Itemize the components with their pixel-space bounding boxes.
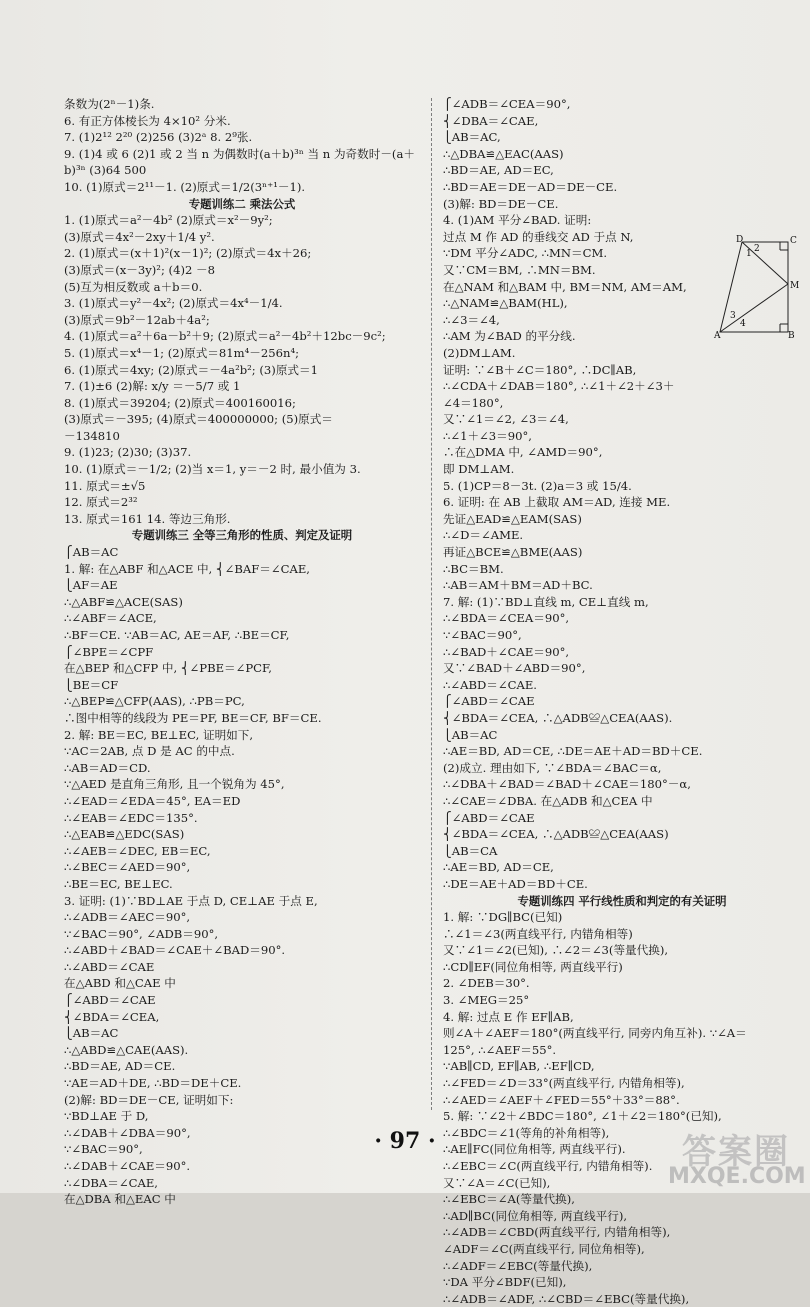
answer-line: 在△ABD 和△CAE 中 [64,976,176,991]
answer-line: 则∠A＋∠AEF＝180°(两直线平行, 同旁内角互补). ∵∠A＝ [443,1026,747,1041]
answer-line: ∴∠DAB＋∠DBA＝90°, [64,1125,191,1140]
answer-line: ⎧∠ABD＝∠CAE [443,694,535,709]
answer-line: ∵AB∥CD, EF∥AB, ∴EF∥CD, [443,1059,595,1074]
answer-line: 6. 证明: 在 AB 上截取 AM＝AD, 连接 ME. [443,495,671,510]
answer-line: (5)互为相反数或 a＋b＝0. [64,279,203,294]
answer-line: ∴∠ABD＋∠BAD＝∠CAE＋∠BAD＝90°. [64,943,286,958]
answer-line: ∴∠ABF＝∠ACE, [64,611,157,626]
answer-line: ⎧∠BPE＝∠CPF [64,644,154,659]
answer-column-left [64,96,420,1208]
answer-line: 4. 解: 过点 E 作 EF∥AB, [443,1009,574,1024]
answer-line: ∠4＝180°, [443,395,504,410]
answer-line: 7. 解: (1)∵BD⊥直线 m, CE⊥直线 m, [443,594,649,609]
answer-line: ∴△ABD≌△CAE(AAS). [64,1042,189,1057]
answer-line: 过点 M 作 AD 的垂线交 AD 于点 N, [443,229,634,244]
answer-line: ⎨∠DBA＝∠CAE, [443,113,539,128]
answer-line: 2. 解: BE＝EC, BE⊥EC, 证明如下, [64,727,254,742]
answer-line: ⎧∠ADB＝∠CEA＝90°, [443,97,571,111]
answer-line: ⎩AF＝AE [64,578,118,593]
answer-line: ∴DE＝AE＋AD＝BD＋CE. [443,876,588,891]
answer-line: 9. (1)23; (2)30; (3)37. [64,445,192,460]
answer-line: ∴∠BAD＋∠CAE＝90°, [443,644,570,659]
column-divider [431,98,432,1110]
fig-label: 3 [730,311,736,321]
answer-line: (3)解: BD＝DE－CE. [443,196,559,211]
answer-line: ∵∠BAC＝90°, [64,1142,143,1157]
answer-line: 13. 原式＝161 14. 等边三角形. [64,511,231,526]
answer-line: ∴AB＝AD＝CD. [64,760,151,775]
answer-line: 再证△BCE≌△BME(AAS) [443,545,583,560]
answer-line: 即 DM⊥AM. [443,462,515,477]
answer-line: 2. ∠DEB＝30°. [443,976,530,991]
answer-line: 1. 解: 在△ABF 和△ACE 中, ⎨∠BAF＝∠CAE, [64,561,310,576]
answer-line: 9. (1)4 或 6 (2)1 或 2 当 n 为偶数时(a＋b)³ⁿ 当 n 为奇数时－(a＋ [64,146,415,161]
answer-line: ∵AC＝2AB, 点 D 是 AC 的中点. [64,744,235,759]
answer-line: 7. (1)±6 (2)解: x/y ＝－5/7 或 1 [64,379,241,394]
answer-line: ∴AE＝BD, AD＝CE, [443,860,554,875]
answer-line: 3. ∠MEG＝25° [443,993,530,1008]
answer-line: ∵AE＝AD＋DE, ∴BD＝DE＋CE. [64,1076,242,1091]
answer-line: 11. 原式＝±√5 [64,478,146,493]
answer-line: 在△DBA 和△EAC 中 [64,1192,176,1207]
answer-line: ∴图中相等的线段为 PE＝PF, BE＝CF, BF＝CE. [64,710,322,725]
answer-line: ∴AM 为∠BAD 的平分线. [443,329,576,344]
answer-line: 又∵∠A＝∠C(已知), [443,1175,551,1190]
page-number: · 97 · [374,1128,436,1154]
answer-line: 在△BEP 和△CFP 中, ⎨∠PBE＝∠PCF, [64,661,272,676]
answer-line: ∵△AED 是直角三角形, 且一个锐角为 45°, [64,777,285,792]
answer-line: 条数为(2ⁿ－1)条. [64,97,155,111]
fig-label: M [790,281,800,291]
answer-line: ∴∠1＝∠3(两直线平行, 内错角相等) [443,926,633,941]
answer-line: ∴AE＝BD, AD＝CE, ∴DE＝AE＋AD＝BD＋CE. [443,744,703,759]
answer-line: ∵∠BAC＝90°, ∠ADB＝90°, [64,926,219,941]
fig-label: D [736,235,744,245]
answer-line: ∴BD＝AE＝DE－AD＝DE－CE. [443,179,618,194]
answer-line: ∴∠3＝∠4, [443,312,500,327]
answer-line: ∴BC＝BM. [443,561,504,576]
answer-line: ∴∠ADF＝∠EBC(等量代换), [443,1258,593,1273]
answer-line: (2)DM⊥AM. [443,345,516,360]
answer-line: ∴△ABF≌△ACE(SAS) [64,594,183,609]
answer-line: ∴∠DBA＋∠BAD＝∠BAD＋∠CAE＝180°－α, [443,777,691,792]
watermark-logo: 答案圈 [682,1132,790,1172]
answer-line: (3)原式＝9b²－12ab＋4a²; [64,312,210,327]
fig-label: C [790,236,797,246]
geometry-figure [712,236,798,340]
answer-line: 又∵∠BAD＋∠ABD＝90°, [443,661,586,676]
answer-line: (3)原式＝－395; (4)原式＝400000000; (5)原式＝ [64,412,333,427]
answer-line: 在△NAM 和△BAM 中, BM＝NM, AM＝AM, [443,279,687,294]
answer-line: ∴∠EBC＝∠C(两直线平行, 内错角相等). [443,1159,653,1173]
answer-line: ⎩AB＝AC [443,727,498,742]
answer-line: ∴∠FED＝∠D＝33°(两直线平行, 内错角相等), [443,1076,685,1091]
answer-line: ∴∠BDC＝∠1(等角的补角相等), [443,1125,610,1140]
answer-line: 6. (1)原式＝4xy; (2)原式＝－4a²b²; (3)原式＝1 [64,362,318,377]
answer-line: ∴∠BEC＝∠AED＝90°, [64,860,191,875]
answer-line: ⎩AB＝CA [443,843,498,858]
answer-line: 4. (1)AM 平分∠BAD. 证明: [443,213,592,228]
answer-line: ⎩AB＝AC [64,1026,119,1041]
section-heading: 专题训练四 平行线性质和判定的有关证明 [517,893,727,908]
section-heading: 专题训练三 全等三角形的性质、判定及证明 [131,528,353,543]
fig-label: 2 [754,244,760,254]
answer-line: 10. (1)原式＝2¹¹－1. (2)原式＝1/2(3ⁿ⁺¹－1). [64,179,306,194]
answer-line: 10. (1)原式＝－1/2; (2)当 x＝1, y＝－2 时, 最小值为 3. [64,462,361,477]
answer-line: ∴△NAM≌△BAM(HL), [443,296,568,311]
answer-line: ⎩BE＝CF [64,677,119,692]
answer-line: ∴∠EAD＝∠EDA＝45°, EA＝ED [64,793,241,808]
answer-line: ∴CD∥EF(同位角相等, 两直线平行) [443,959,623,974]
answer-line: ∴∠ADB＝∠AEC＝90°, [64,910,191,925]
fig-label: B [788,331,795,341]
answer-line: 又∵CM＝BM, ∴MN＝BM. [443,262,596,277]
watermark-url: MXQE.COM [668,1164,806,1189]
answer-line: 又∵∠1＝∠2(已知), ∴∠2＝∠3(等量代换), [443,943,669,958]
section-heading: 专题训练二 乘法公式 [188,196,296,211]
answer-line: ⎨∠BDA＝∠CEA, [64,1009,160,1024]
answer-line: ⎨∠BDA＝∠CEA, ∴△ADB≌△CEA(AAS). [443,710,673,725]
answer-line: ∴BD＝AE, AD＝EC, [443,163,554,178]
answer-line: 7. (1)2¹² 2²⁰ (2)256 (3)2ᵃ 8. 2⁹张. [64,130,253,145]
answer-line: ∴AE∥FC(同位角相等, 两直线平行). [443,1142,626,1157]
answer-line: ∴∠DBA＝∠CAE, [64,1175,158,1190]
answer-line: ∴AB＝AM＋BM＝AD＋BC. [443,578,593,593]
answer-line: ∴∠ABD＝∠CAE [64,959,155,974]
answer-line: ∴∠ABD＝∠CAE. [443,677,537,692]
answer-line: ∴∠ADB＝∠ADF, ∴∠CBD＝∠EBC(等量代换), [443,1291,690,1306]
answer-line: ∴∠AED＝∠AEF＋∠FED＝55°＋33°＝88°. [443,1092,680,1107]
answer-line: ∴在△DMA 中, ∠AMD＝90°, [443,445,603,460]
fig-label: 1 [746,249,752,259]
answer-line: 2. (1)原式＝(x＋1)²(x－1)²; (2)原式＝4x＋26; [64,246,312,261]
answer-line: ∴△DBA≌△EAC(AAS) [443,146,564,161]
answer-line: (2)成立. 理由如下, ∵∠BDA＝∠BAC＝α, [443,760,662,775]
answer-line: (2)解: BD＝DE－CE, 证明如下: [64,1092,234,1107]
answer-line: ∵DA 平分∠BDF(已知), [443,1275,567,1290]
fig-label: 4 [740,319,746,329]
answer-line: ∴∠EAB＝∠EDC＝135°. [64,810,198,825]
answer-line: ∴∠ADB＝∠CBD(两直线平行, 内错角相等), [443,1225,671,1240]
answer-line: ∴∠CDA＋∠DAB＝180°, ∴∠1＋∠2＋∠3＋ [443,379,675,394]
answer-line: ∴AD∥BC(同位角相等, 两直线平行), [443,1208,628,1223]
answer-line: 125°, ∴∠AEF＝55°. [443,1042,557,1057]
answer-line: ⎨∠BDA＝∠CEA, ∴△ADB≌△CEA(AAS) [443,827,669,842]
answer-line: 3. 证明: (1)∵BD⊥AE 于点 D, CE⊥AE 于点 E, [64,893,318,908]
answer-line: (3)原式＝(x－3y)²; (4)2 －8 [64,262,216,277]
answer-line: 又∵∠1＝∠2, ∠3＝∠4, [443,412,569,427]
answer-line: ⎧∠ABD＝∠CAE [443,810,535,825]
answer-line: ∴∠BDA＝∠CEA＝90°, [443,611,570,626]
answer-line: 1. 解: ∵DG∥BC(已知) [443,910,563,925]
answer-line: ∴∠CAE＝∠DBA. 在△ADB 和△CEA 中 [443,793,653,808]
answer-line: ∴△EAB≌△EDC(SAS) [64,827,185,842]
answer-line: ∵BD⊥AE 于 D, [64,1109,149,1124]
answer-line: ∵DM 平分∠ADC, ∴MN＝CM. [443,246,608,261]
answer-line: 5. (1)CP＝8－3t. (2)a＝3 或 15/4. [443,478,632,493]
answer-line: 12. 原式＝2³² [64,495,138,510]
answer-line: 3. (1)原式＝y²－4x²; (2)原式＝4x⁴－1/4. [64,296,283,311]
answer-line: ∴BD＝AE, AD＝CE. [64,1059,176,1074]
answer-line: (3)原式＝4x²－2xy＋1/4 y². [64,229,215,244]
answer-line: ∴∠AEB＝∠DEC, EB＝EC, [64,843,211,858]
answer-line: 4. (1)原式＝a²＋6a－b²＋9; (2)原式＝a²－4b²＋12bc－9c²; [64,329,386,344]
answer-line: ∴∠DAB＋∠CAE＝90°. [64,1159,191,1173]
answer-line: 证明: ∵∠B＋∠C＝180°, ∴DC∥AB, [443,362,637,377]
answer-line: 8. (1)原式＝39204; (2)原式＝400160016; [64,395,296,410]
answer-line: ∴∠D＝∠AME. [443,528,524,543]
fig-label: A [714,331,721,341]
answer-line: ∴△BEP≌△CFP(AAS), ∴PB＝PC, [64,694,245,709]
answer-line: ⎧∠ABD＝∠CAE [64,993,156,1008]
answer-line: 5. 解: ∵∠2＋∠BDC＝180°, ∠1＋∠2＝180°(已知), [443,1109,722,1124]
answer-line: 5. (1)原式＝x⁴－1; (2)原式＝81m⁴－256n⁴; [64,345,300,360]
answer-line: ∴∠1＋∠3＝90°, [443,428,532,443]
answer-line: 先证△EAD≌△EAM(SAS) [443,511,582,526]
answer-line: ⎩AB＝AC, [443,130,501,145]
answer-line: b)³ⁿ (3)64 500 [64,163,147,178]
answer-line: ∴BE＝EC, BE⊥EC. [64,876,173,891]
answer-line: －134810 [64,428,120,443]
answer-line: 1. (1)原式＝a²－4b² (2)原式＝x²－9y²; [64,213,273,228]
answer-line: ∴BF＝CE. ∵AB＝AC, AE＝AF, ∴BE＝CF, [64,628,290,642]
answer-line: ∠ADF＝∠C(两直线平行, 同位角相等), [443,1241,645,1256]
answer-line: ∴∠EBC＝∠A(等量代换), [443,1192,575,1207]
answer-line: ⎧AB＝AC [64,545,119,560]
answer-line: ∵∠BAC＝90°, [443,628,522,642]
answer-line: 6. 有正方体棱长为 4×10² 分米. [64,113,231,128]
